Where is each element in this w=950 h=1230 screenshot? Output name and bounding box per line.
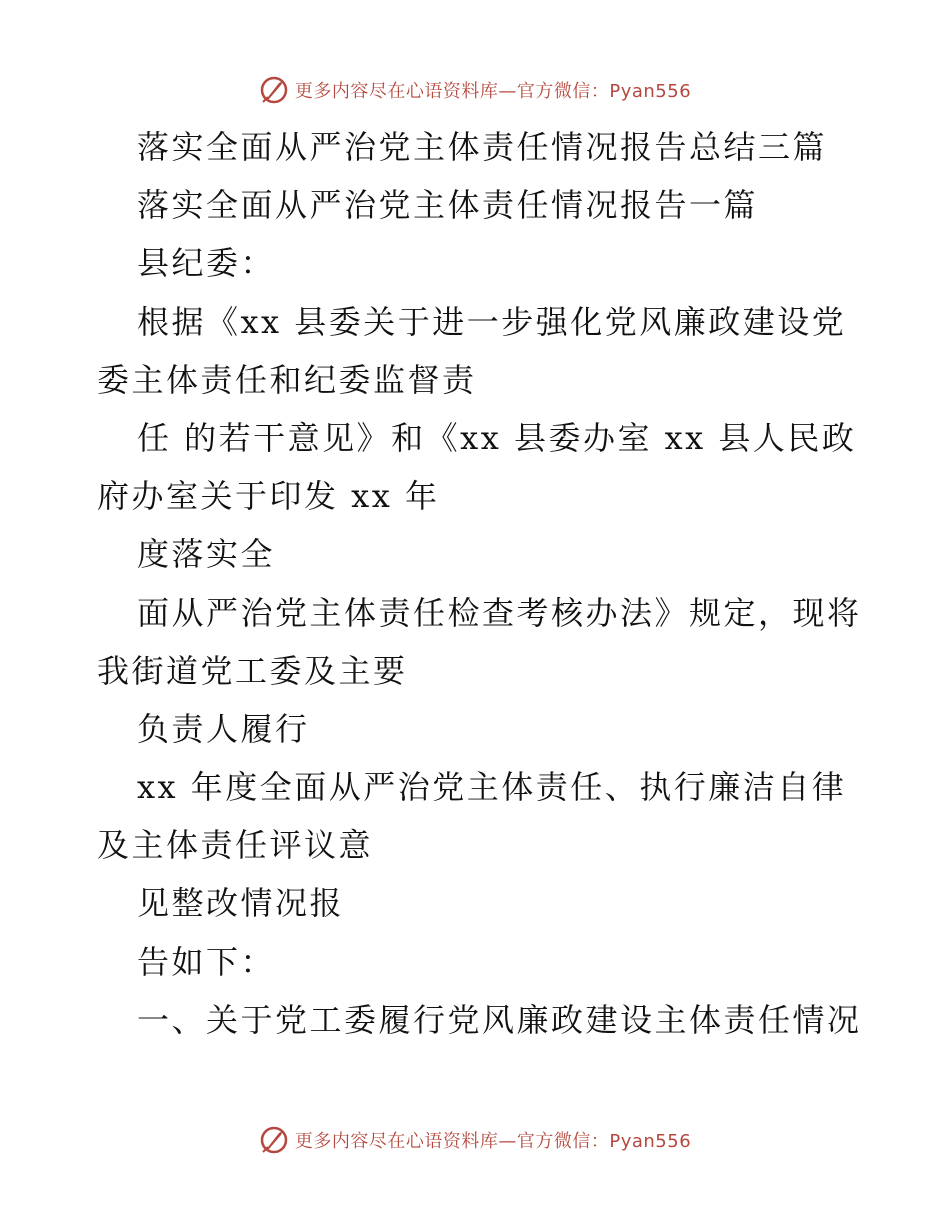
quill-pen-circle-logo-icon <box>259 75 289 105</box>
paragraph-line: 告如下： <box>137 942 276 981</box>
paragraph-line: 面从严治党主体责任检查考核办法》规定，现将 <box>137 593 862 632</box>
paragraph-line: 根据《xx 县委关于进一步强化党风廉政建设党 <box>137 302 847 341</box>
section-heading: 一、关于党工委履行党风廉政建设主体责任情况 <box>137 1000 862 1039</box>
quill-pen-circle-logo-icon <box>259 1125 289 1155</box>
paragraph-line: xx 年度全面从严治党主体责任、执行廉洁自律 <box>137 768 847 807</box>
paragraph-line: 任 的若干意见》和《xx 县委办室 xx 县人民政 <box>137 418 857 457</box>
paragraph-line: 我街道党工委及主要 <box>97 651 408 690</box>
document-body <box>97 118 862 1049</box>
paragraph-line: 见整改情况报 <box>137 884 345 923</box>
document-title: 落实全面从严治党主体责任情况报告总结三篇 <box>137 128 828 166</box>
paragraph-line: 度落实全 <box>137 535 276 574</box>
paragraph-line: 负责人履行 <box>137 709 310 748</box>
paragraph-line: 府办室关于印发 xx 年 <box>97 477 440 516</box>
footer-banner-text: 更多内容尽在心语资料库—官方微信：Pyan556 <box>294 1131 692 1152</box>
salutation: 县纪委： <box>137 244 276 283</box>
document-subtitle: 落实全面从严治党主体责任情况报告一篇 <box>137 186 759 225</box>
paragraph-line: 委主体责任和纪委监督责 <box>97 360 477 399</box>
header-banner-text: 更多内容尽在心语资料库—官方微信：Pyan556 <box>294 81 692 102</box>
footer-banner <box>0 1120 950 1160</box>
paragraph-line: 及主体责任评议意 <box>97 826 374 865</box>
header-banner <box>0 70 950 110</box>
